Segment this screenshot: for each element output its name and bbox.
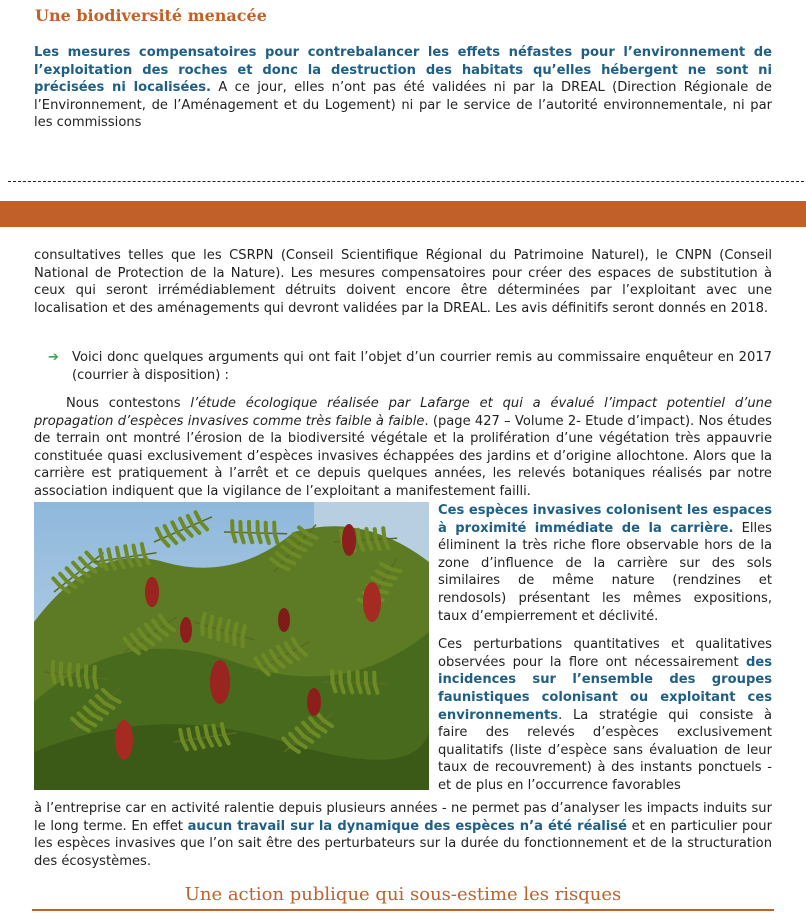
right-paragraph-2 <box>438 636 772 794</box>
contest-italic-quote: l’étude écologique réalisée par Lafarge et qui a évalué l’impact potentiel d’une propagation d’espèces invasives comme très faible à faible <box>34 396 772 429</box>
intro-paragraph <box>34 44 772 132</box>
bottom-paragraph <box>34 800 772 870</box>
bullet-text: Voici donc quelques arguments qui ont fait l’objet d’un courrier remis au commissaire enquêteur en 2017 (courrier à disposition) : <box>72 350 772 383</box>
right-p1-rest: Elles éliminent la très riche flore observable hors de la zone d’influence de la carrière sur des sols similaires de même nature (rendzines et rendosols) présentant les mêmes expositions, taux d’empierrement et déclivité. <box>438 520 773 624</box>
right-column <box>438 502 772 795</box>
page-break-separator <box>8 181 804 182</box>
right-p2-rest: . La stratégie qui consiste à faire des relevés d’espèces exclusivement qualitatifs (liste d’espèce sans évaluation de leur taux de recouvrement) à des instants ponctuels - et de plus en l’occurrence favorables <box>438 707 772 793</box>
contest-paragraph <box>34 395 772 501</box>
highlight-compensatory: Les mesures compensatoires pour contrebalancer les effets néfastes pour l’environnement de l’exploitation des roches et donc la destruction des habitats qu’elles hébergent ne sont ni précisées ni localisées. <box>34 45 772 96</box>
bottom-start: à l’entreprise car en activité ralentie depuis plusieurs années - ne permet pas d’analyser les impacts induits sur le long terme. En effet <box>34 801 772 834</box>
right-paragraph-1 <box>438 502 772 625</box>
highlight-fauna: des incidences sur l’ensemble des groupes faunistiques colonisant ou exploitant ces environnements <box>438 654 772 723</box>
bullet-item <box>48 349 772 384</box>
section-title-biodiversite: Une biodiversité menacée <box>35 6 267 25</box>
sumac-tree-image <box>34 502 429 790</box>
contest-intro: Nous contestons <box>66 396 191 411</box>
continuation-paragraph: consultatives telles que les CSRPN (Conseil Scientifique Régional du Patrimoine Naturel), le CNPN (Conseil National de Protection de la Nature). Les mesures compensatoires pour créer des espaces de substitution à ceux qui seront irrémédiablement détruits doivent encore être déterminées par l’exploitant avec une localisation et des aménagements qui devront validées par la DREAL. Les avis définitifs seront donnés en 2018. <box>34 248 772 316</box>
contest-rest: . (page 427 – Volume 2- Etude d’impact). Nos études de terrain ont montré l’érosion de la biodiversité végétale et la prolifération d’une végétation très appauvrie constituée quasi exclusivement d’espèces invasives échappées des jardins et d’origine allochtone. Alors que la carrière est pratiquement à l’arrêt et ce depuis quelques années, les relevés botaniques réalisés par notre association indiquent que la vigilance de l’exploitant a manifestement failli. <box>34 413 772 499</box>
header-band <box>0 201 806 227</box>
highlight-dynamics: aucun travail sur la dynamique des espèces n’a été réalisé <box>187 818 627 834</box>
highlight-invasive: Ces espèces invasives colonisent les espaces à proximité immédiate de la carrière. <box>438 503 772 536</box>
section-title-underline <box>32 909 774 911</box>
intro-rest: A ce jour, elles n’ont pas été validées ni par la DREAL (Direction Régionale de l’Environnement, de l’Aménagement et du Logement) ni par le service de l’autorité environnementale, ni par les commissions <box>34 80 772 131</box>
section-title-action-publique: Une action publique qui sous-estime les risques <box>184 884 622 905</box>
arrow-right-icon: ➔ <box>48 350 59 365</box>
right-p2-start: Ces perturbations quantitatives et qualitatives observées pour la flore ont nécessairement <box>438 637 772 670</box>
sumac-photo <box>34 502 429 790</box>
bottom-rest: et en particulier pour les espèces invasives que l’on sait être des perturbateurs sur la durée du fonctionnement et de la structuration des écosystèmes. <box>34 818 772 869</box>
